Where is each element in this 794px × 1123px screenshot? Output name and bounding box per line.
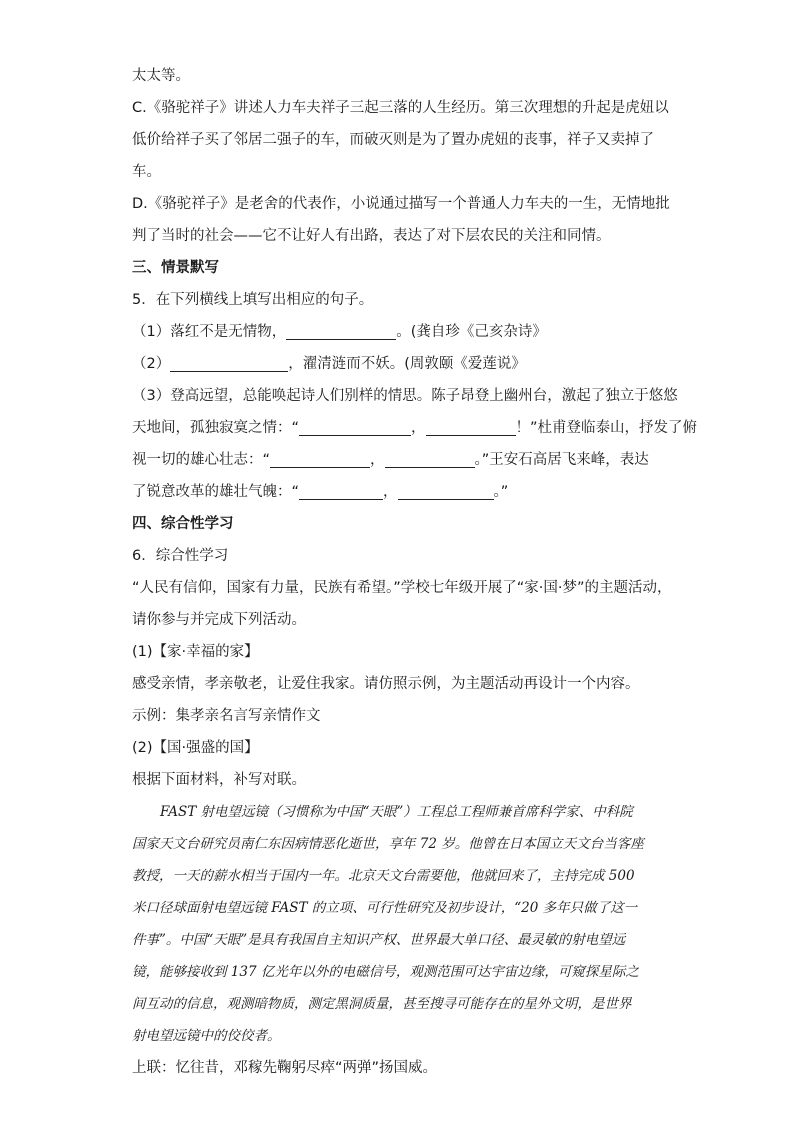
question-5-3-line-2 [132, 412, 698, 444]
part-1-text: 感受亲情，孝亲敬老，让爱住我家。请仿照示例，为主题活动再设计一个内容。 [132, 676, 640, 692]
question-5-3-line-1: （3）登高远望，总能唤起诗人们别样的情思。陈子昂登上幽州台，激起了独立于悠悠 [132, 388, 678, 404]
q5-3c-suffix: 。”王安石高居飞来峰，表达 [474, 452, 649, 468]
q5-3d-prefix: 了锐意改革的雄壮气魄：“ [132, 484, 300, 500]
option-d-line-1: D.《骆驼祥子》是老舍的代表作，小说通过描写一个普通人力车夫的一生，无情地批 [132, 196, 670, 212]
passage-line: 米口径球面射电望远镜 FAST 的立项、可行性研究及初步设计，“20 多年只做了这一 [132, 900, 638, 916]
passage-line: 教授，一天的薪水相当于国内一年。北京天文台需要他，他就回来了，主持完成 500 [132, 868, 635, 884]
answer-blank[interactable] [270, 449, 370, 468]
answer-blank[interactable] [299, 417, 411, 436]
q5-3b-comma: ， [411, 420, 426, 436]
passage-line: FAST 射电望远镜（习惯称为中国“天眼”）工程总工程师兼首席科学家、中科院 [160, 804, 633, 820]
q5-3c-prefix: 视一切的雄心壮志：“ [132, 452, 271, 468]
q5-1-suffix: 。(龚自珍《己亥杂诗》 [396, 324, 547, 340]
option-c-line-1: C.《骆驼祥子》讲述人力车夫祥子三起三落的人生经历。第三次理想的升起是虎妞以 [132, 100, 669, 116]
reading-passage [132, 796, 672, 1052]
answer-blank[interactable] [170, 353, 288, 372]
option-c-line-3: 车。 [132, 164, 161, 180]
passage-line: 间互动的信息，观测暗物质，测定黑洞质量，甚至搜寻可能存在的星外文明，是世界 [132, 996, 632, 1012]
question-6-intro-2: 请你参与并完成下列活动。 [132, 612, 306, 628]
section-4-heading: 四、综合性学习 [132, 516, 234, 532]
section-3-heading: 三、情景默写 [132, 260, 219, 276]
passage-line: 镜，能够接收到 137 亿光年以外的电磁信号，观测范围可达宇宙边缘，可窥探星际之 [132, 964, 639, 980]
question-5-3-line-3 [132, 444, 672, 476]
q5-3b-suffix: ！”杜甫登临泰山，抒发了俯 [515, 420, 698, 436]
option-d-line-2: 判了当时的社会——它不让好人有出路，表达了对下层农民的关注和同情。 [132, 228, 611, 244]
q5-2-prefix: （2） [132, 356, 171, 372]
couplet-upper: 上联：忆往昔，邓稼先鞠躬尽瘁“两弹”扬国威。 [132, 1060, 438, 1076]
question-5-3-line-4 [132, 476, 672, 508]
part-1-example: 示例：集孝亲名言写亲情作文 [132, 708, 321, 724]
q5-3b-prefix: 天地间，孤独寂寞之情：“ [132, 420, 300, 436]
q5-3d-comma: ， [383, 484, 398, 500]
answer-blank[interactable] [286, 321, 396, 340]
passage-line: 国家天文台研究员南仁东因病情恶化逝世，享年 72 岁。他曾在日本国立天文台当客座 [132, 836, 644, 852]
question-5-2 [132, 348, 672, 380]
answer-blank[interactable] [385, 449, 475, 468]
q5-2-suffix: ，濯清涟而不妖。(周敦颐《爱莲说》 [288, 356, 526, 372]
page-content [132, 60, 698, 1084]
part-2-text: 根据下面材料，补写对联。 [132, 772, 306, 788]
question-5-prompt: 5．在下列横线上填写出相应的句子。 [132, 292, 374, 308]
part-1-title: (1)【家·幸福的家】 [132, 644, 259, 660]
passage-line: 件事”。中国“天眼”是具有我国自主知识产权、世界最大单口径、最灵敏的射电望远 [132, 932, 626, 948]
option-b-tail: 太太等。 [132, 68, 190, 84]
question-5-1 [132, 316, 672, 348]
q5-3c-comma: ， [370, 452, 385, 468]
q5-3d-suffix: 。” [493, 484, 509, 500]
option-c-line-2: 低价给祥子买了邻居二强子的车，而破灭则是为了置办虎妞的丧事，祥子又卖掉了 [132, 132, 654, 148]
question-6-intro-1: “人民有信仰，国家有力量，民族有希望。”学校七年级开展了“家·国·梦”的主题活动， [132, 580, 672, 596]
question-6-title: 6．综合性学习 [132, 548, 229, 564]
answer-blank[interactable] [299, 481, 383, 500]
answer-blank[interactable] [426, 417, 516, 436]
passage-line: 射电望远镜中的佼佼者。 [132, 1028, 281, 1044]
q5-1-prefix: （1）落红不是无情物， [132, 324, 287, 340]
answer-blank[interactable] [398, 481, 494, 500]
part-2-title: (2)【国·强盛的国】 [132, 740, 259, 756]
